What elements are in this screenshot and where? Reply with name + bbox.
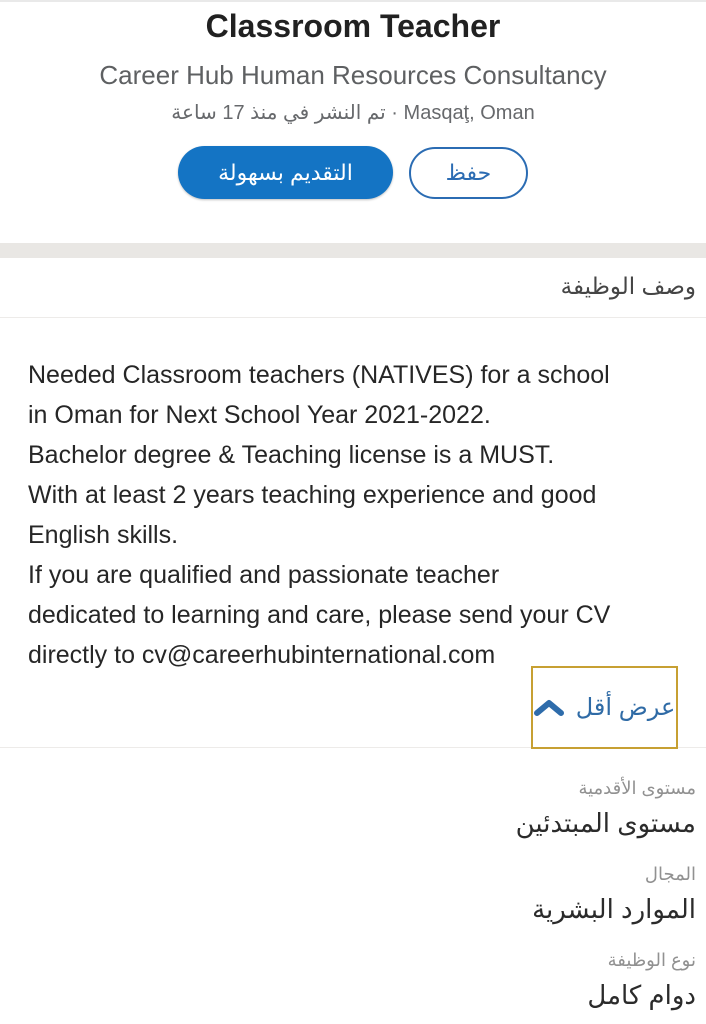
criteria-label: نوع الوظيفة [607, 950, 696, 970]
chevron-up-icon [534, 699, 564, 716]
show-less-label: عرض أقل [575, 694, 676, 721]
description-line: If you are qualified and passionate teacher [28, 561, 500, 589]
criteria-label: مستوى الأقدمية [578, 778, 696, 798]
criteria-item-seniority [10, 778, 696, 839]
job-criteria-list [0, 778, 706, 1011]
description-line: directly to cv@careerhubinternational.com [28, 641, 496, 669]
heading-divider [0, 317, 706, 318]
save-button[interactable]: حفظ [409, 147, 528, 199]
location-and-posted-time: Masqaţ, Oman · تم النشر في منذ 17 ساعة [171, 102, 535, 124]
description-line: With at least 2 years teaching experience and good [28, 481, 597, 509]
criteria-label: المجال [644, 864, 696, 884]
show-less-area [0, 666, 706, 748]
description-line: dedicated to learning and care, please send your CV [28, 601, 611, 629]
description-line: in Oman for Next School Year 2021-2022. [28, 401, 491, 429]
criteria-value: الموارد البشرية [532, 894, 696, 924]
criteria-value: مستوى المبتدئين [515, 808, 696, 838]
job-description-text [0, 355, 706, 675]
description-line: Bachelor degree & Teaching license is a MUST. [28, 441, 555, 469]
focus-highlight-box [531, 666, 678, 749]
easy-apply-button[interactable]: التقديم بسهولة [178, 146, 393, 199]
description-line: Needed Classroom teachers (NATIVES) for a school [28, 361, 610, 389]
criteria-value: دوام كامل [587, 980, 696, 1010]
section-separator-band [0, 243, 706, 258]
description-line: English skills. [28, 521, 179, 549]
action-buttons-row [0, 146, 706, 199]
criteria-item-employment-type [10, 950, 696, 1011]
job-title: Classroom Teacher [205, 8, 501, 44]
criteria-item-industry [10, 864, 696, 925]
top-divider [0, 0, 706, 2]
show-less-button[interactable] [534, 693, 676, 722]
company-name[interactable]: Career Hub Human Resources Consultancy [99, 60, 607, 90]
job-description-heading: وصف الوظيفة [560, 273, 696, 299]
